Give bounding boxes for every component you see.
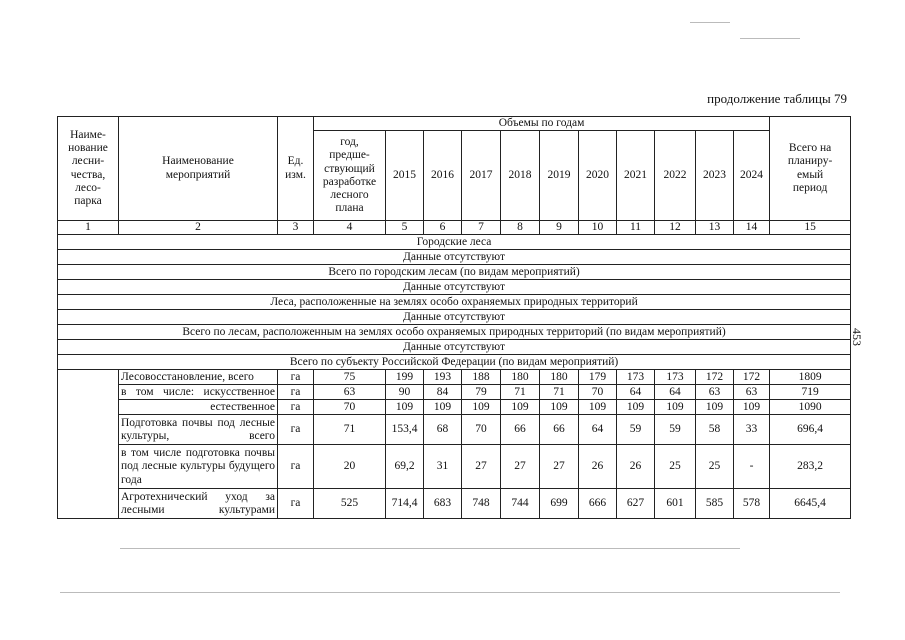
- section-title: Городские леса: [58, 235, 851, 250]
- section-note: Данные отсутствуют: [58, 340, 851, 355]
- year-value: 64: [579, 415, 617, 445]
- header-year: 2019: [540, 131, 579, 221]
- year-value: 66: [540, 415, 579, 445]
- unit-cell: га: [278, 415, 314, 445]
- year-value: 193: [424, 370, 462, 385]
- header-year: 2024: [734, 131, 770, 221]
- year-value: 109: [424, 400, 462, 415]
- unit-cell: га: [278, 385, 314, 400]
- year-value: 90: [386, 385, 424, 400]
- table-body: [58, 235, 851, 519]
- year-value: 666: [579, 489, 617, 519]
- year-value: 31: [424, 445, 462, 489]
- prior-value: 525: [314, 489, 386, 519]
- forestry-cell: [58, 370, 119, 519]
- year-value: 699: [540, 489, 579, 519]
- year-value: 188: [462, 370, 501, 385]
- section-title: Всего по городским лесам (по видам мероприятий): [58, 265, 851, 280]
- year-value: 71: [540, 385, 579, 400]
- year-value: 585: [696, 489, 734, 519]
- year-value: 27: [462, 445, 501, 489]
- header-year: 2017: [462, 131, 501, 221]
- table-header: [58, 117, 851, 235]
- section-title: Леса, расположенные на землях особо охраняемых природных территорий: [58, 295, 851, 310]
- activity-name: Лесовосстановление, всего: [119, 370, 278, 385]
- year-value: 153,4: [386, 415, 424, 445]
- scan-artifact: [60, 592, 840, 593]
- unit-cell: га: [278, 400, 314, 415]
- section-title: Всего по субъекту Российской Федерации (по видам мероприятий): [58, 355, 851, 370]
- column-number: 10: [579, 221, 617, 235]
- year-value: 179: [579, 370, 617, 385]
- year-value: 59: [655, 415, 696, 445]
- section-note: Данные отсутствуют: [58, 280, 851, 295]
- activity-name: в том числе подготовка почвы под лесные культуры будущего года: [119, 445, 278, 489]
- year-value: 109: [540, 400, 579, 415]
- year-value: 66: [501, 415, 540, 445]
- total-value: 1809: [770, 370, 851, 385]
- column-number: 13: [696, 221, 734, 235]
- header-year: 2020: [579, 131, 617, 221]
- scan-artifact: [120, 548, 740, 549]
- year-value: 683: [424, 489, 462, 519]
- year-value: 33: [734, 415, 770, 445]
- section-note: Данные отсутствуют: [58, 250, 851, 265]
- year-value: 69,2: [386, 445, 424, 489]
- year-value: 26: [579, 445, 617, 489]
- year-value: 109: [579, 400, 617, 415]
- total-value: 6645,4: [770, 489, 851, 519]
- column-number: 5: [386, 221, 424, 235]
- activity-name: Агротехнический уход за лесными культурами: [119, 489, 278, 519]
- prior-value: 75: [314, 370, 386, 385]
- year-value: 84: [424, 385, 462, 400]
- total-value: 283,2: [770, 445, 851, 489]
- total-value: 696,4: [770, 415, 851, 445]
- year-value: 26: [617, 445, 655, 489]
- year-value: 109: [386, 400, 424, 415]
- table-row: [58, 445, 851, 489]
- year-value: 199: [386, 370, 424, 385]
- scan-artifact: [690, 22, 730, 23]
- column-number: 15: [770, 221, 851, 235]
- header-activity: Наименование мероприятий: [119, 117, 278, 221]
- table-continuation-label: продолжение таблицы 79: [707, 91, 847, 106]
- header-forestry: Наиме- нование лесни- чества, лесо- парка: [58, 117, 119, 221]
- header-year: 2018: [501, 131, 540, 221]
- year-value: 59: [617, 415, 655, 445]
- year-value: 27: [540, 445, 579, 489]
- year-value: 180: [540, 370, 579, 385]
- year-value: 27: [501, 445, 540, 489]
- year-value: 744: [501, 489, 540, 519]
- year-value: 79: [462, 385, 501, 400]
- column-number: 8: [501, 221, 540, 235]
- year-value: 172: [696, 370, 734, 385]
- prior-value: 63: [314, 385, 386, 400]
- activity-name: естественное: [119, 400, 278, 415]
- year-value: 63: [734, 385, 770, 400]
- year-value: 109: [734, 400, 770, 415]
- year-value: 70: [462, 415, 501, 445]
- table-row: [58, 370, 851, 385]
- section-title: Всего по лесам, расположенным на землях особо охраняемых природных территорий (по видам мероприятий): [58, 325, 851, 340]
- unit-cell: га: [278, 489, 314, 519]
- year-value: 748: [462, 489, 501, 519]
- year-value: 64: [655, 385, 696, 400]
- prior-value: 71: [314, 415, 386, 445]
- column-number-row: [58, 221, 851, 235]
- year-value: 180: [501, 370, 540, 385]
- year-value: 109: [462, 400, 501, 415]
- year-value: 71: [501, 385, 540, 400]
- year-value: 173: [617, 370, 655, 385]
- column-number: 6: [424, 221, 462, 235]
- year-value: 25: [655, 445, 696, 489]
- column-number: 1: [58, 221, 119, 235]
- column-number: 2: [119, 221, 278, 235]
- year-value: 64: [617, 385, 655, 400]
- header-prior-year: год, предше- ствующий разработке лесного плана: [314, 131, 386, 221]
- year-value: 109: [501, 400, 540, 415]
- table-row: [58, 415, 851, 445]
- year-value: 601: [655, 489, 696, 519]
- table-row: [58, 385, 851, 400]
- table-row: [58, 400, 851, 415]
- header-year: 2021: [617, 131, 655, 221]
- year-value: 109: [696, 400, 734, 415]
- year-value: -: [734, 445, 770, 489]
- year-value: 578: [734, 489, 770, 519]
- column-number: 11: [617, 221, 655, 235]
- unit-cell: га: [278, 370, 314, 385]
- section-note: Данные отсутствуют: [58, 310, 851, 325]
- table-row: [58, 489, 851, 519]
- column-number: 9: [540, 221, 579, 235]
- header-year: 2015: [386, 131, 424, 221]
- header-year: 2022: [655, 131, 696, 221]
- column-number: 4: [314, 221, 386, 235]
- header-year: 2023: [696, 131, 734, 221]
- year-value: 25: [696, 445, 734, 489]
- header-total: Всего на планиру- емый период: [770, 117, 851, 221]
- total-value: 719: [770, 385, 851, 400]
- header-unit: Ед. изм.: [278, 117, 314, 221]
- column-number: 14: [734, 221, 770, 235]
- header-volumes-group: Объемы по годам: [314, 117, 770, 131]
- forestry-activities-table: [57, 116, 851, 519]
- unit-cell: га: [278, 445, 314, 489]
- year-value: 627: [617, 489, 655, 519]
- activity-name: Подготовка почвы под лесные культуры, всего: [119, 415, 278, 445]
- prior-value: 20: [314, 445, 386, 489]
- year-value: 58: [696, 415, 734, 445]
- year-value: 68: [424, 415, 462, 445]
- scan-artifact: [740, 38, 800, 39]
- column-number: 7: [462, 221, 501, 235]
- prior-value: 70: [314, 400, 386, 415]
- header-year: 2016: [424, 131, 462, 221]
- year-value: 63: [696, 385, 734, 400]
- page-number: 453: [850, 328, 864, 346]
- column-number: 12: [655, 221, 696, 235]
- year-value: 714,4: [386, 489, 424, 519]
- year-value: 109: [617, 400, 655, 415]
- year-value: 172: [734, 370, 770, 385]
- total-value: 1090: [770, 400, 851, 415]
- year-value: 70: [579, 385, 617, 400]
- year-value: 109: [655, 400, 696, 415]
- column-number: 3: [278, 221, 314, 235]
- year-value: 173: [655, 370, 696, 385]
- activity-name: в том числе: искусственное: [119, 385, 278, 400]
